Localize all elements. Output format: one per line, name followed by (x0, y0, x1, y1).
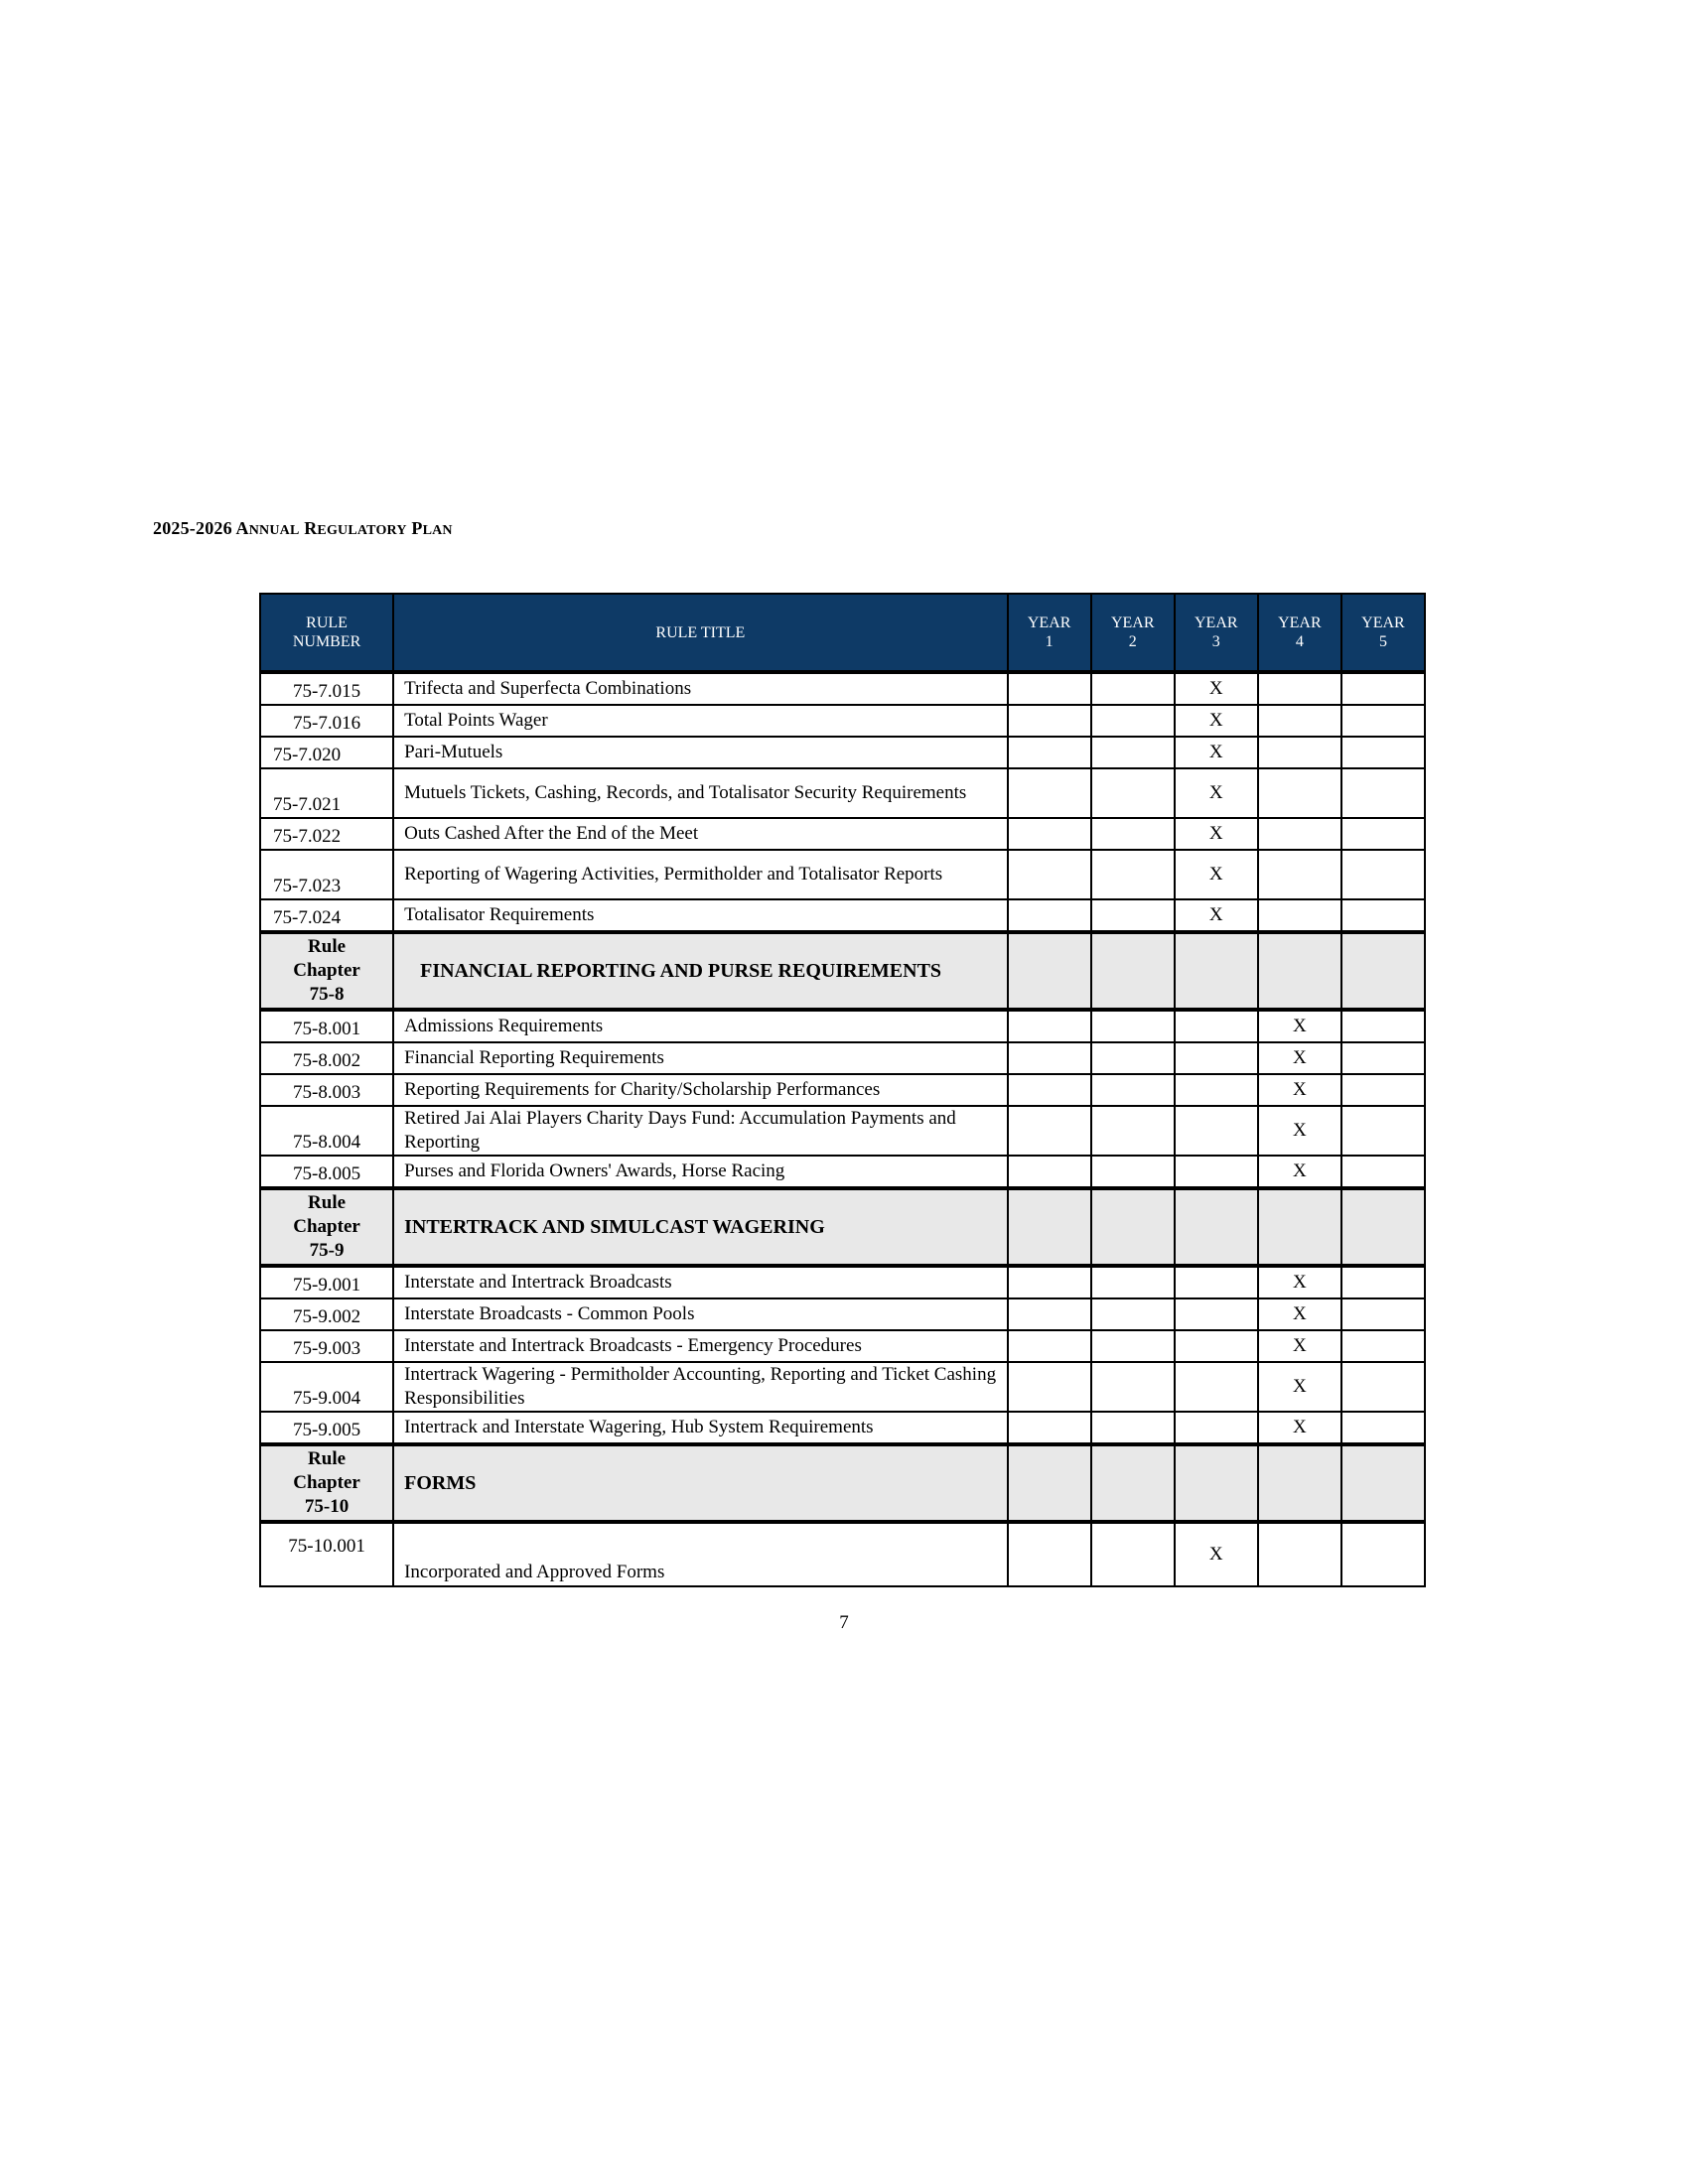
header-year-1 (1008, 594, 1091, 672)
table-row (260, 1298, 1425, 1330)
rule-title: Financial Reporting Requirements (393, 1042, 1008, 1074)
header-year-2 (1091, 594, 1175, 672)
year-4-cell (1258, 850, 1341, 899)
year-1-cell (1008, 1074, 1091, 1106)
year-5-cell (1341, 850, 1425, 899)
table-row (260, 1362, 1425, 1412)
table-row (260, 1412, 1425, 1444)
year-1-cell (1008, 768, 1091, 818)
year-2-cell (1091, 1010, 1175, 1042)
year-3-cell (1175, 1010, 1258, 1042)
rule-title: Outs Cashed After the End of the Meet (393, 818, 1008, 850)
year-1-cell (1008, 899, 1091, 932)
year-2-cell (1091, 705, 1175, 737)
table-row (260, 1330, 1425, 1362)
table-row (260, 1266, 1425, 1298)
rule-number: 75-9.002 (260, 1298, 393, 1330)
table-row (260, 672, 1425, 705)
chapter-row-75-9 (260, 1188, 1425, 1266)
table-row (260, 768, 1425, 818)
page-number: 7 (839, 1612, 849, 1633)
year-3-cell (1175, 932, 1258, 1010)
year-3-cell (1175, 1444, 1258, 1522)
year-5-cell (1341, 1042, 1425, 1074)
rule-title: Interstate and Intertrack Broadcasts (393, 1266, 1008, 1298)
year-4-cell: X (1258, 1330, 1341, 1362)
header-year-index: 1 (1045, 633, 1054, 650)
year-4-cell (1258, 768, 1341, 818)
year-1-cell (1008, 1298, 1091, 1330)
year-5-cell (1341, 1412, 1425, 1444)
year-1-cell (1008, 672, 1091, 705)
header-year-index: 4 (1295, 633, 1304, 650)
year-2-cell (1091, 672, 1175, 705)
chapter-title: FINANCIAL REPORTING AND PURSE REQUIREMENTS (393, 932, 1008, 1010)
rule-title: Interstate Broadcasts - Common Pools (393, 1298, 1008, 1330)
rule-number: 75-10.001 (260, 1522, 393, 1586)
header-year-3 (1175, 594, 1258, 672)
year-3-cell (1175, 1188, 1258, 1266)
rule-title: Reporting of Wagering Activities, Permitholder and Totalisator Reports (393, 850, 1008, 899)
rule-number: 75-8.003 (260, 1074, 393, 1106)
year-1-cell (1008, 1188, 1091, 1266)
year-3-cell (1175, 1074, 1258, 1106)
year-5-cell (1341, 1188, 1425, 1266)
table-row (260, 1522, 1425, 1586)
chapter-label-chapter: Chapter (293, 1216, 360, 1237)
table-row (260, 705, 1425, 737)
year-1-cell (1008, 1522, 1091, 1586)
year-4-cell (1258, 1444, 1341, 1522)
rule-title: Admissions Requirements (393, 1010, 1008, 1042)
year-1-cell (1008, 1042, 1091, 1074)
year-5-cell (1341, 672, 1425, 705)
year-2-cell (1091, 1074, 1175, 1106)
year-2-cell (1091, 818, 1175, 850)
year-1-cell (1008, 1412, 1091, 1444)
rule-title: Purses and Florida Owners' Awards, Horse Racing (393, 1156, 1008, 1188)
year-1-cell (1008, 705, 1091, 737)
rule-number: 75-7.020 (260, 737, 393, 768)
year-5-cell (1341, 1074, 1425, 1106)
year-5-cell (1341, 932, 1425, 1010)
rule-number: 75-7.016 (260, 705, 393, 737)
year-4-cell: X (1258, 1010, 1341, 1042)
year-4-cell (1258, 672, 1341, 705)
year-4-cell (1258, 1522, 1341, 1586)
year-1-cell (1008, 1330, 1091, 1362)
year-3-cell (1175, 1042, 1258, 1074)
year-5-cell (1341, 1522, 1425, 1586)
rule-title: Retired Jai Alai Players Charity Days Fund: Accumulation Payments and Reporting (393, 1106, 1008, 1156)
rule-number: 75-8.001 (260, 1010, 393, 1042)
header-year-index: 2 (1128, 633, 1137, 650)
rule-number: 75-7.024 (260, 899, 393, 932)
chapter-title: INTERTRACK AND SIMULCAST WAGERING (393, 1188, 1008, 1266)
year-2-cell (1091, 850, 1175, 899)
chapter-label-chapter: Chapter (293, 960, 360, 981)
year-2-cell (1091, 1444, 1175, 1522)
chapter-title: FORMS (393, 1444, 1008, 1522)
year-4-cell: X (1258, 1298, 1341, 1330)
year-4-cell (1258, 932, 1341, 1010)
chapter-label-number: 75-8 (309, 984, 345, 1005)
year-1-cell (1008, 1266, 1091, 1298)
header-year-label: YEAR (1278, 614, 1322, 631)
year-2-cell (1091, 1266, 1175, 1298)
header-year-5 (1341, 594, 1425, 672)
year-3-cell: X (1175, 672, 1258, 705)
chapter-label-rule: Rule (308, 1448, 347, 1469)
rule-title: Totalisator Requirements (393, 899, 1008, 932)
rule-number: 75-9.005 (260, 1412, 393, 1444)
year-2-cell (1091, 768, 1175, 818)
year-2-cell (1091, 737, 1175, 768)
year-3-cell (1175, 1156, 1258, 1188)
header-r: R (304, 518, 318, 538)
rule-number: 75-7.015 (260, 672, 393, 705)
header-year-4 (1258, 594, 1341, 672)
chapter-label-chapter: Chapter (293, 1472, 360, 1493)
rule-number: 75-8.005 (260, 1156, 393, 1188)
table-row (260, 1042, 1425, 1074)
regulatory-plan-table (259, 593, 1426, 1587)
year-2-cell (1091, 1188, 1175, 1266)
year-1-cell (1008, 1156, 1091, 1188)
rule-title: Incorporated and Approved Forms (393, 1522, 1008, 1586)
year-4-cell: X (1258, 1074, 1341, 1106)
header-year-label: YEAR (1195, 614, 1238, 631)
year-4-cell (1258, 737, 1341, 768)
rule-number: 75-9.003 (260, 1330, 393, 1362)
header-year-label: YEAR (1110, 614, 1155, 631)
year-3-cell (1175, 1330, 1258, 1362)
rule-title: Trifecta and Superfecta Combinations (393, 672, 1008, 705)
table-row (260, 1074, 1425, 1106)
year-3-cell (1175, 1412, 1258, 1444)
chapter-row-75-10 (260, 1444, 1425, 1522)
chapter-label-rule: Rule (308, 936, 347, 957)
year-3-cell (1175, 1266, 1258, 1298)
year-1-cell (1008, 850, 1091, 899)
header-nnual: NNUAL (248, 523, 300, 538)
chapter-label-rule: Rule (308, 1192, 347, 1213)
year-5-cell (1341, 1362, 1425, 1412)
year-3-cell: X (1175, 768, 1258, 818)
year-3-cell: X (1175, 899, 1258, 932)
rule-number: 75-9.001 (260, 1266, 393, 1298)
year-5-cell (1341, 899, 1425, 932)
year-4-cell: X (1258, 1042, 1341, 1074)
header-rule-number (260, 594, 393, 672)
chapter-number (260, 932, 393, 1010)
year-4-cell: X (1258, 1412, 1341, 1444)
table-row (260, 850, 1425, 899)
table-row (260, 737, 1425, 768)
year-5-cell (1341, 1444, 1425, 1522)
table-row (260, 899, 1425, 932)
year-3-cell (1175, 1298, 1258, 1330)
year-3-cell (1175, 1106, 1258, 1156)
year-2-cell (1091, 899, 1175, 932)
table-row (260, 1010, 1425, 1042)
header-year-label: YEAR (1027, 614, 1071, 631)
rule-number: 75-8.002 (260, 1042, 393, 1074)
year-1-cell (1008, 737, 1091, 768)
rule-title: Intertrack and Interstate Wagering, Hub System Requirements (393, 1412, 1008, 1444)
rule-title: Pari-Mutuels (393, 737, 1008, 768)
year-5-cell (1341, 1266, 1425, 1298)
year-4-cell (1258, 705, 1341, 737)
year-1-cell (1008, 1106, 1091, 1156)
year-2-cell (1091, 1522, 1175, 1586)
table-row (260, 1156, 1425, 1188)
document-header (153, 518, 453, 539)
header-year: 2025-2026 (153, 518, 232, 538)
table-row (260, 818, 1425, 850)
rule-title: Intertrack Wagering - Permitholder Accounting, Reporting and Ticket Cashing Responsibilities (393, 1362, 1008, 1412)
header-p: P (411, 518, 423, 538)
rule-number: 75-7.021 (260, 768, 393, 818)
table-row (260, 1106, 1425, 1156)
chapter-label-number: 75-10 (304, 1496, 350, 1517)
year-5-cell (1341, 768, 1425, 818)
year-1-cell (1008, 1444, 1091, 1522)
rule-title: Total Points Wager (393, 705, 1008, 737)
chapter-number (260, 1444, 393, 1522)
rule-title: Reporting Requirements for Charity/Scholarship Performances (393, 1074, 1008, 1106)
year-3-cell: X (1175, 705, 1258, 737)
header-year-index: 5 (1378, 633, 1387, 650)
year-5-cell (1341, 1106, 1425, 1156)
year-1-cell (1008, 818, 1091, 850)
rule-number: 75-9.004 (260, 1362, 393, 1412)
year-3-cell: X (1175, 1522, 1258, 1586)
chapter-row-75-8 (260, 932, 1425, 1010)
rule-number: 75-8.004 (260, 1106, 393, 1156)
year-5-cell (1341, 1156, 1425, 1188)
year-4-cell (1258, 818, 1341, 850)
year-1-cell (1008, 1010, 1091, 1042)
rule-number: 75-7.023 (260, 850, 393, 899)
year-2-cell (1091, 1298, 1175, 1330)
header-year-label: YEAR (1361, 614, 1405, 631)
header-lan: LAN (422, 523, 453, 538)
year-3-cell: X (1175, 737, 1258, 768)
year-2-cell (1091, 1106, 1175, 1156)
year-2-cell (1091, 1362, 1175, 1412)
year-3-cell: X (1175, 850, 1258, 899)
year-3-cell: X (1175, 818, 1258, 850)
year-4-cell: X (1258, 1266, 1341, 1298)
year-2-cell (1091, 1156, 1175, 1188)
year-5-cell (1341, 1298, 1425, 1330)
year-3-cell (1175, 1362, 1258, 1412)
year-5-cell (1341, 1010, 1425, 1042)
year-2-cell (1091, 1042, 1175, 1074)
rule-number: 75-7.022 (260, 818, 393, 850)
table-header-row (260, 594, 1425, 672)
year-5-cell (1341, 705, 1425, 737)
year-5-cell (1341, 1330, 1425, 1362)
year-5-cell (1341, 737, 1425, 768)
year-1-cell (1008, 1362, 1091, 1412)
year-4-cell: X (1258, 1156, 1341, 1188)
year-2-cell (1091, 932, 1175, 1010)
chapter-label-number: 75-9 (309, 1240, 345, 1261)
year-2-cell (1091, 1330, 1175, 1362)
year-4-cell (1258, 1188, 1341, 1266)
year-5-cell (1341, 818, 1425, 850)
chapter-number (260, 1188, 393, 1266)
year-2-cell (1091, 1412, 1175, 1444)
rule-title: Interstate and Intertrack Broadcasts - Emergency Procedures (393, 1330, 1008, 1362)
header-rule-number-line2: NUMBER (292, 633, 361, 650)
header-year-index: 3 (1211, 633, 1220, 650)
year-4-cell: X (1258, 1106, 1341, 1156)
header-egulatory: EGULATORY (317, 523, 407, 538)
header-rule-title: RULE TITLE (393, 594, 1008, 672)
year-4-cell (1258, 899, 1341, 932)
rule-title: Mutuels Tickets, Cashing, Records, and Totalisator Security Requirements (393, 768, 1008, 818)
header-rule-number-line1: RULE (306, 614, 348, 631)
year-4-cell: X (1258, 1362, 1341, 1412)
year-1-cell (1008, 932, 1091, 1010)
header-a: A (235, 518, 249, 538)
